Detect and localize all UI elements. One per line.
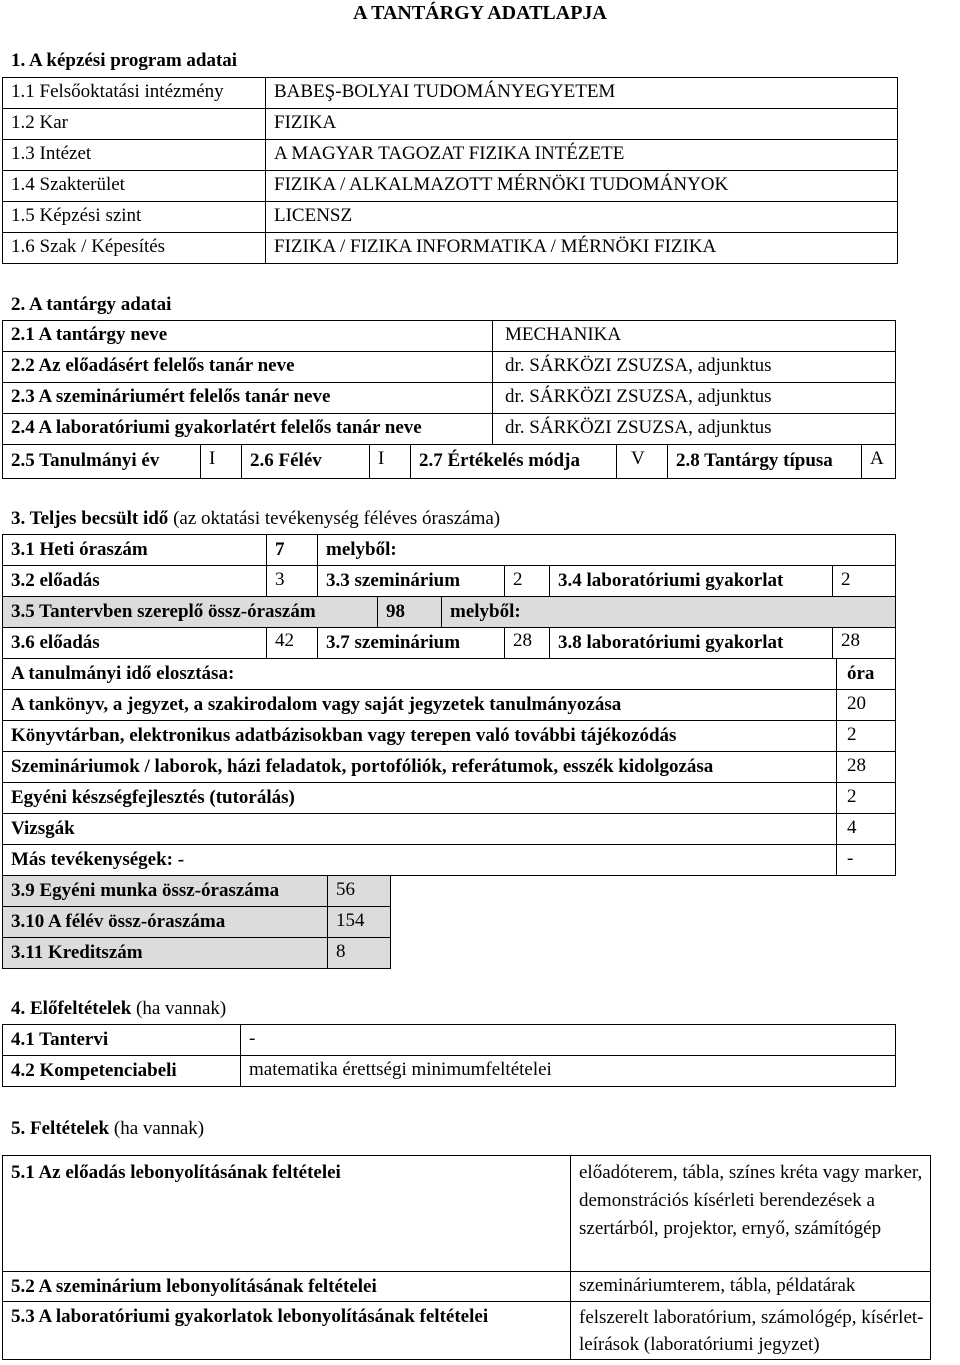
- row-value: dr. SÁRKÖZI ZSUZSA, adjunktus: [493, 383, 896, 414]
- prerequisite-label: 4.1 Tantervi: [3, 1025, 241, 1056]
- row-label: 2.3 A szemináriumért felelős tanár neve: [3, 383, 493, 414]
- hours-semester-table: [2, 627, 896, 659]
- section-4-heading-note: (ha vannak): [131, 998, 227, 1019]
- row-value: FIZIKA / ALKALMAZOTT MÉRNÖKI TUDOMÁNYOK: [266, 171, 898, 202]
- row-label: 2.1 A tantárgy neve: [3, 321, 493, 352]
- row-value: dr. SÁRKÖZI ZSUZSA, adjunktus: [493, 414, 896, 445]
- time-distribution-table: [2, 658, 896, 876]
- table-row: [3, 938, 391, 969]
- table-row: [3, 814, 896, 845]
- section-4-heading-bold: 4. Előfeltételek: [11, 998, 132, 1019]
- activity-label: A tankönyv, a jegyzet, a szakirodalom vagy saját jegyzetek tanulmányozása: [3, 690, 837, 721]
- lab-label: 3.4 laboratóriumi gyakorlat: [550, 566, 833, 597]
- semester-label: 2.6 Félév: [242, 445, 370, 479]
- table-row: [3, 1302, 931, 1360]
- lecture-value: 3: [267, 566, 318, 597]
- activity-label: Könyvtárban, elektronikus adatbázisokban vagy terepen való további tájékozódás: [3, 721, 837, 752]
- prerequisites-table: [2, 1024, 896, 1087]
- total-label: 3.9 Egyéni munka össz-óraszáma: [3, 876, 328, 907]
- table-row: [3, 202, 898, 233]
- table-row: [3, 566, 896, 597]
- evaluation-value: V: [617, 445, 668, 479]
- section-2-heading: 2. A tantárgy adatai: [11, 294, 172, 315]
- table-row: [3, 752, 896, 783]
- row-label: 1.2 Kar: [3, 109, 266, 140]
- condition-value: szemináriumterem, tábla, példatárak: [571, 1272, 931, 1302]
- row-label: 2.2 Az előadásért felelős tanár neve: [3, 352, 493, 383]
- table-row: [3, 876, 391, 907]
- type-value: A: [862, 445, 896, 479]
- seminar-label: 3.3 szeminárium: [318, 566, 505, 597]
- year-label: 2.5 Tanulmányi év: [3, 445, 201, 479]
- section-5-heading-note: (ha vannak): [109, 1118, 205, 1139]
- totals-table: [2, 875, 391, 969]
- program-data-table: [2, 77, 898, 264]
- total-label: 3.10 A félév össz-óraszáma: [3, 907, 328, 938]
- section-4-heading: [11, 998, 226, 1020]
- activity-label: Egyéni készségfejlesztés (tutorálás): [3, 783, 837, 814]
- row-value: MECHANIKA: [493, 321, 896, 352]
- table-row: [3, 1272, 931, 1302]
- table-row: [3, 1025, 896, 1056]
- lecture-total-value: 42: [267, 628, 318, 659]
- section-3-heading-note: (az oktatási tevékenység féléves óraszáma): [168, 508, 501, 529]
- section-5-heading-bold: 5. Feltételek: [11, 1118, 110, 1139]
- prerequisite-value: matematika érettségi minimumfeltételei: [241, 1056, 896, 1087]
- page-title: A TANTÁRGY ADATLAPJA: [353, 2, 607, 24]
- activity-hours: 4: [837, 814, 896, 845]
- table-row: [3, 628, 896, 659]
- hours-weekly-table: [2, 534, 896, 597]
- total-value: 56: [328, 876, 391, 907]
- weekly-of-label: melyből:: [318, 535, 896, 566]
- table-row: [3, 445, 896, 479]
- table-row: [3, 535, 896, 566]
- section-5-heading: [11, 1118, 204, 1140]
- weekly-hours-label: 3.1 Heti óraszám: [3, 535, 267, 566]
- row-value: LICENSZ: [266, 202, 898, 233]
- table-row: [3, 783, 896, 814]
- total-value: 8: [328, 938, 391, 969]
- section-3-heading: [11, 508, 500, 530]
- table-row: [3, 1056, 896, 1087]
- condition-value: felszerelt laboratórium, számológép, kísérlet-leírások (laboratóriumi jegyzet): [571, 1302, 931, 1360]
- table-row: [3, 690, 896, 721]
- semester-value: I: [370, 445, 411, 479]
- total-value: 154: [328, 907, 391, 938]
- table-row: [3, 352, 896, 383]
- row-label: 1.5 Képzési szint: [3, 202, 266, 233]
- subject-data-table: [2, 320, 896, 445]
- evaluation-label: 2.7 Értékelés módja: [411, 445, 617, 479]
- activity-label: Más tevékenységek: -: [3, 845, 837, 876]
- prerequisite-label: 4.2 Kompetenciabeli: [3, 1056, 241, 1087]
- table-row: [3, 171, 898, 202]
- table-row: [3, 1156, 931, 1272]
- row-value: BABEŞ-BOLYAI TUDOMÁNYEGYETEM: [266, 78, 898, 109]
- activity-label: Szemináriumok / laborok, házi feladatok, portofóliók, referátumok, esszék kidolgozása: [3, 752, 837, 783]
- condition-label: 5.1 Az előadás lebonyolításának feltételei: [3, 1156, 571, 1272]
- row-label: 1.6 Szak / Képesítés: [3, 233, 266, 264]
- table-row: [3, 109, 898, 140]
- activity-hours: 28: [837, 752, 896, 783]
- row-value: dr. SÁRKÖZI ZSUZSA, adjunktus: [493, 352, 896, 383]
- row-value: FIZIKA / FIZIKA INFORMATIKA / MÉRNÖKI FIZIKA: [266, 233, 898, 264]
- table-row: [3, 140, 898, 171]
- table-row: [3, 597, 896, 628]
- prerequisite-value: -: [241, 1025, 896, 1056]
- lecture-total-label: 3.6 előadás: [3, 628, 267, 659]
- lab-total-label: 3.8 laboratóriumi gyakorlat: [550, 628, 833, 659]
- table-row: [3, 233, 898, 264]
- seminar-total-label: 3.7 szeminárium: [318, 628, 505, 659]
- table-row: [3, 659, 896, 690]
- subject-meta-table: [2, 444, 896, 479]
- conditions-table: [2, 1155, 931, 1360]
- row-value: FIZIKA: [266, 109, 898, 140]
- total-label: 3.11 Kreditszám: [3, 938, 328, 969]
- table-row: [3, 907, 391, 938]
- activity-hours: 20: [837, 690, 896, 721]
- year-value: I: [201, 445, 242, 479]
- table-row: [3, 321, 896, 352]
- section-1-heading: 1. A képzési program adatai: [11, 50, 238, 71]
- type-label: 2.8 Tantárgy típusa: [668, 445, 862, 479]
- distribution-unit: óra: [837, 659, 896, 690]
- activity-hours: -: [837, 845, 896, 876]
- row-label: 1.4 Szakterület: [3, 171, 266, 202]
- table-row: [3, 845, 896, 876]
- seminar-total-value: 28: [505, 628, 550, 659]
- weekly-hours-value: 7: [267, 535, 318, 566]
- table-row: [3, 78, 898, 109]
- lab-total-value: 28: [833, 628, 896, 659]
- lecture-label: 3.2 előadás: [3, 566, 267, 597]
- condition-value: előadóterem, tábla, színes kréta vagy marker, demonstrációs kísérleti berendezések a szertárból, projektor, ernyő, számítógép: [571, 1156, 931, 1272]
- row-label: 1.3 Intézet: [3, 140, 266, 171]
- activity-label: Vizsgák: [3, 814, 837, 845]
- row-label: 1.1 Felsőoktatási intézmény: [3, 78, 266, 109]
- activity-hours: 2: [837, 783, 896, 814]
- table-row: [3, 383, 896, 414]
- table-row: [3, 721, 896, 752]
- lab-value: 2: [833, 566, 896, 597]
- row-label: 2.4 A laboratóriumi gyakorlatért felelős tanár neve: [3, 414, 493, 445]
- curriculum-hours-value: 98: [378, 597, 442, 628]
- distribution-label: A tanulmányi idő elosztása:: [3, 659, 837, 690]
- condition-label: 5.3 A laboratóriumi gyakorlatok lebonyolításának feltételei: [3, 1302, 571, 1360]
- row-value: A MAGYAR TAGOZAT FIZIKA INTÉZETE: [266, 140, 898, 171]
- seminar-value: 2: [505, 566, 550, 597]
- curriculum-hours-label: 3.5 Tantervben szereplő össz-óraszám: [3, 597, 378, 628]
- activity-hours: 2: [837, 721, 896, 752]
- section-3-heading-bold: 3. Teljes becsült idő: [11, 508, 169, 529]
- table-row: [3, 414, 896, 445]
- condition-label: 5.2 A szeminárium lebonyolításának feltételei: [3, 1272, 571, 1302]
- curriculum-of-label: melyből:: [442, 597, 896, 628]
- hours-total-table: [2, 596, 896, 628]
